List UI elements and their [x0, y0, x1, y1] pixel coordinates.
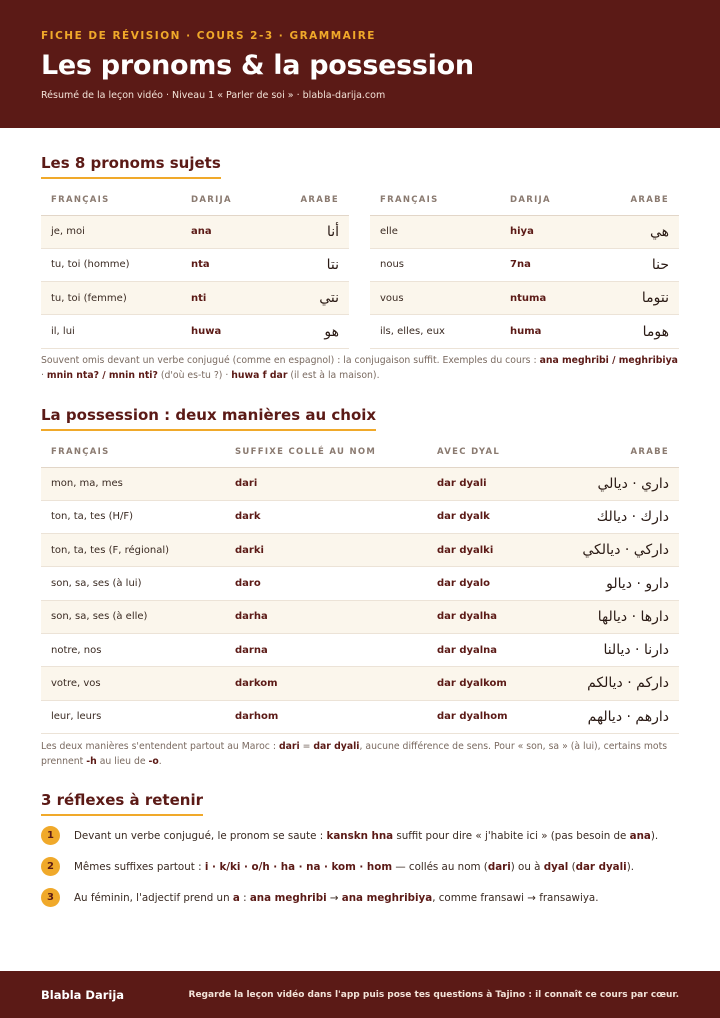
cell-darija: 7na — [500, 248, 600, 281]
cell-darija: hiya — [500, 215, 600, 248]
reflex-number-badge: 3 — [41, 888, 60, 907]
col-header-dyal: AVEC DYAL — [427, 438, 557, 467]
col-header-arabe: ARABE — [557, 438, 679, 467]
cell-suffixe: darkom — [225, 667, 427, 700]
possession-section-title: La possession : deux manières au choix — [41, 406, 376, 431]
table-row — [41, 600, 679, 633]
cell-arabe: هو — [281, 315, 349, 348]
cell-francais: son, sa, ses (à elle) — [41, 600, 225, 633]
col-header-francais: FRANÇAIS — [370, 186, 500, 215]
cell-arabe: دارهم · ديالهم — [557, 700, 679, 733]
possession-table — [41, 438, 679, 734]
cell-arabe: دارنا · ديالنا — [557, 633, 679, 666]
table-row — [370, 215, 679, 248]
page-footer — [0, 971, 720, 1018]
possession-note: Les deux manières s'entendent partout au Maroc : dari = dar dyali, aucune différence de sens. Pour « son, sa » (à lui), certains mots prennent -h au lieu de -o. — [41, 741, 668, 767]
cell-francais: votre, vos — [41, 667, 225, 700]
table-row — [41, 315, 349, 348]
reflex-item — [41, 857, 681, 876]
footer-text: Regarde la leçon vidéo dans l'app puis pose tes questions à Tajino : il connaît ce cours par cœur. — [188, 989, 679, 1000]
col-header-darija: DARIJA — [500, 186, 600, 215]
table-row — [41, 467, 679, 500]
page-title: Les pronoms & la possession — [41, 50, 474, 81]
cell-arabe: أنا — [281, 215, 349, 248]
cell-arabe: حنا — [600, 248, 679, 281]
table-row — [41, 567, 679, 600]
cell-arabe: داري · ديالي — [557, 467, 679, 500]
cell-dyal: dar dyalki — [427, 534, 557, 567]
page-header — [0, 0, 720, 128]
table-row — [41, 700, 679, 733]
col-header-francais: FRANÇAIS — [41, 186, 181, 215]
table-row — [41, 667, 679, 700]
reflex-number-badge: 2 — [41, 857, 60, 876]
cell-dyal: dar dyalhom — [427, 700, 557, 733]
cell-suffixe: darki — [225, 534, 427, 567]
cell-francais: ton, ta, tes (F, régional) — [41, 534, 225, 567]
cell-francais: il, lui — [41, 315, 181, 348]
pronouns-note: Souvent omis devant un verbe conjugué (comme en espagnol) : la conjugaison suffit. Exemples du cours : ana meghribi / meghribiya · mnin nta? / mnin nti? (d'où es-tu ?) · huwa f dar (il est à la maison). — [41, 355, 678, 381]
cell-dyal: dar dyali — [427, 467, 557, 500]
reflex-number-badge: 1 — [41, 826, 60, 845]
page-subtitle: Résumé de la leçon vidéo · Niveau 1 « Parler de soi » · blabla-darija.com — [41, 90, 386, 101]
cell-arabe: نتي — [281, 282, 349, 315]
cell-francais: nous — [370, 248, 500, 281]
cell-arabe: نتوما — [600, 282, 679, 315]
cell-darija: ntuma — [500, 282, 600, 315]
cell-francais: notre, nos — [41, 633, 225, 666]
cell-francais: son, sa, ses (à lui) — [41, 567, 225, 600]
table-row — [41, 500, 679, 533]
pronouns-table-left — [41, 186, 349, 349]
cell-darija: huwa — [181, 315, 281, 348]
reflex-text: Devant un verbe conjugué, le pronom se saute : kanskn hna suffit pour dire « j'habite ici » (pas besoin de ana). — [74, 829, 659, 842]
cell-suffixe: dari — [225, 467, 427, 500]
cell-dyal: dar dyalha — [427, 600, 557, 633]
header-eyebrow: FICHE DE RÉVISION · COURS 2-3 · GRAMMAIRE — [41, 30, 376, 42]
reflex-item — [41, 826, 681, 845]
col-header-arabe: ARABE — [281, 186, 349, 215]
table-row — [41, 215, 349, 248]
cell-francais: ils, elles, eux — [370, 315, 500, 348]
col-header-suffixe: SUFFIXE COLLÉ AU NOM — [225, 438, 427, 467]
cell-arabe: دارك · ديالك — [557, 500, 679, 533]
table-row — [370, 315, 679, 348]
cell-francais: leur, leurs — [41, 700, 225, 733]
cell-francais: tu, toi (homme) — [41, 248, 181, 281]
cell-suffixe: daro — [225, 567, 427, 600]
cell-darija: huma — [500, 315, 600, 348]
reflex-text: Mêmes suffixes partout : i · k/ki · o/h · ha · na · kom · hom — collés au nom (dari) ou à dyal (dar dyali). — [74, 860, 634, 873]
cell-arabe: داركي · ديالكي — [557, 534, 679, 567]
cell-dyal: dar dyalk — [427, 500, 557, 533]
col-header-arabe: ARABE — [600, 186, 679, 215]
cell-francais: elle — [370, 215, 500, 248]
cell-francais: vous — [370, 282, 500, 315]
cell-arabe: هي — [600, 215, 679, 248]
cell-francais: je, moi — [41, 215, 181, 248]
cell-dyal: dar dyalkom — [427, 667, 557, 700]
cell-suffixe: dark — [225, 500, 427, 533]
cell-suffixe: darhom — [225, 700, 427, 733]
table-row — [41, 248, 349, 281]
cell-francais: tu, toi (femme) — [41, 282, 181, 315]
cell-arabe: هوما — [600, 315, 679, 348]
reflex-item — [41, 888, 681, 907]
col-header-darija: DARIJA — [181, 186, 281, 215]
col-header-francais: FRANÇAIS — [41, 438, 225, 467]
cell-darija: nti — [181, 282, 281, 315]
cell-arabe: دارو · ديالو — [557, 567, 679, 600]
table-row — [41, 534, 679, 567]
cell-arabe: نتا — [281, 248, 349, 281]
cell-dyal: dar dyalna — [427, 633, 557, 666]
reflexes-section-title: 3 réflexes à retenir — [41, 791, 203, 816]
pronouns-section-title: Les 8 pronoms sujets — [41, 154, 221, 179]
table-row — [370, 248, 679, 281]
table-row — [41, 282, 349, 315]
cell-darija: nta — [181, 248, 281, 281]
cell-darija: ana — [181, 215, 281, 248]
table-row — [41, 633, 679, 666]
footer-brand: Blabla Darija — [41, 987, 125, 1002]
cell-arabe: دارها · ديالها — [557, 600, 679, 633]
pronouns-table-right — [370, 186, 679, 349]
cell-suffixe: darna — [225, 633, 427, 666]
cell-francais: mon, ma, mes — [41, 467, 225, 500]
reflex-text: Au féminin, l'adjectif prend un a : ana meghribi → ana meghribiya, comme fransawi → fransawiya. — [74, 891, 599, 904]
cell-arabe: داركم · ديالكم — [557, 667, 679, 700]
cell-francais: ton, ta, tes (H/F) — [41, 500, 225, 533]
cell-dyal: dar dyalo — [427, 567, 557, 600]
cell-suffixe: darha — [225, 600, 427, 633]
table-row — [370, 282, 679, 315]
